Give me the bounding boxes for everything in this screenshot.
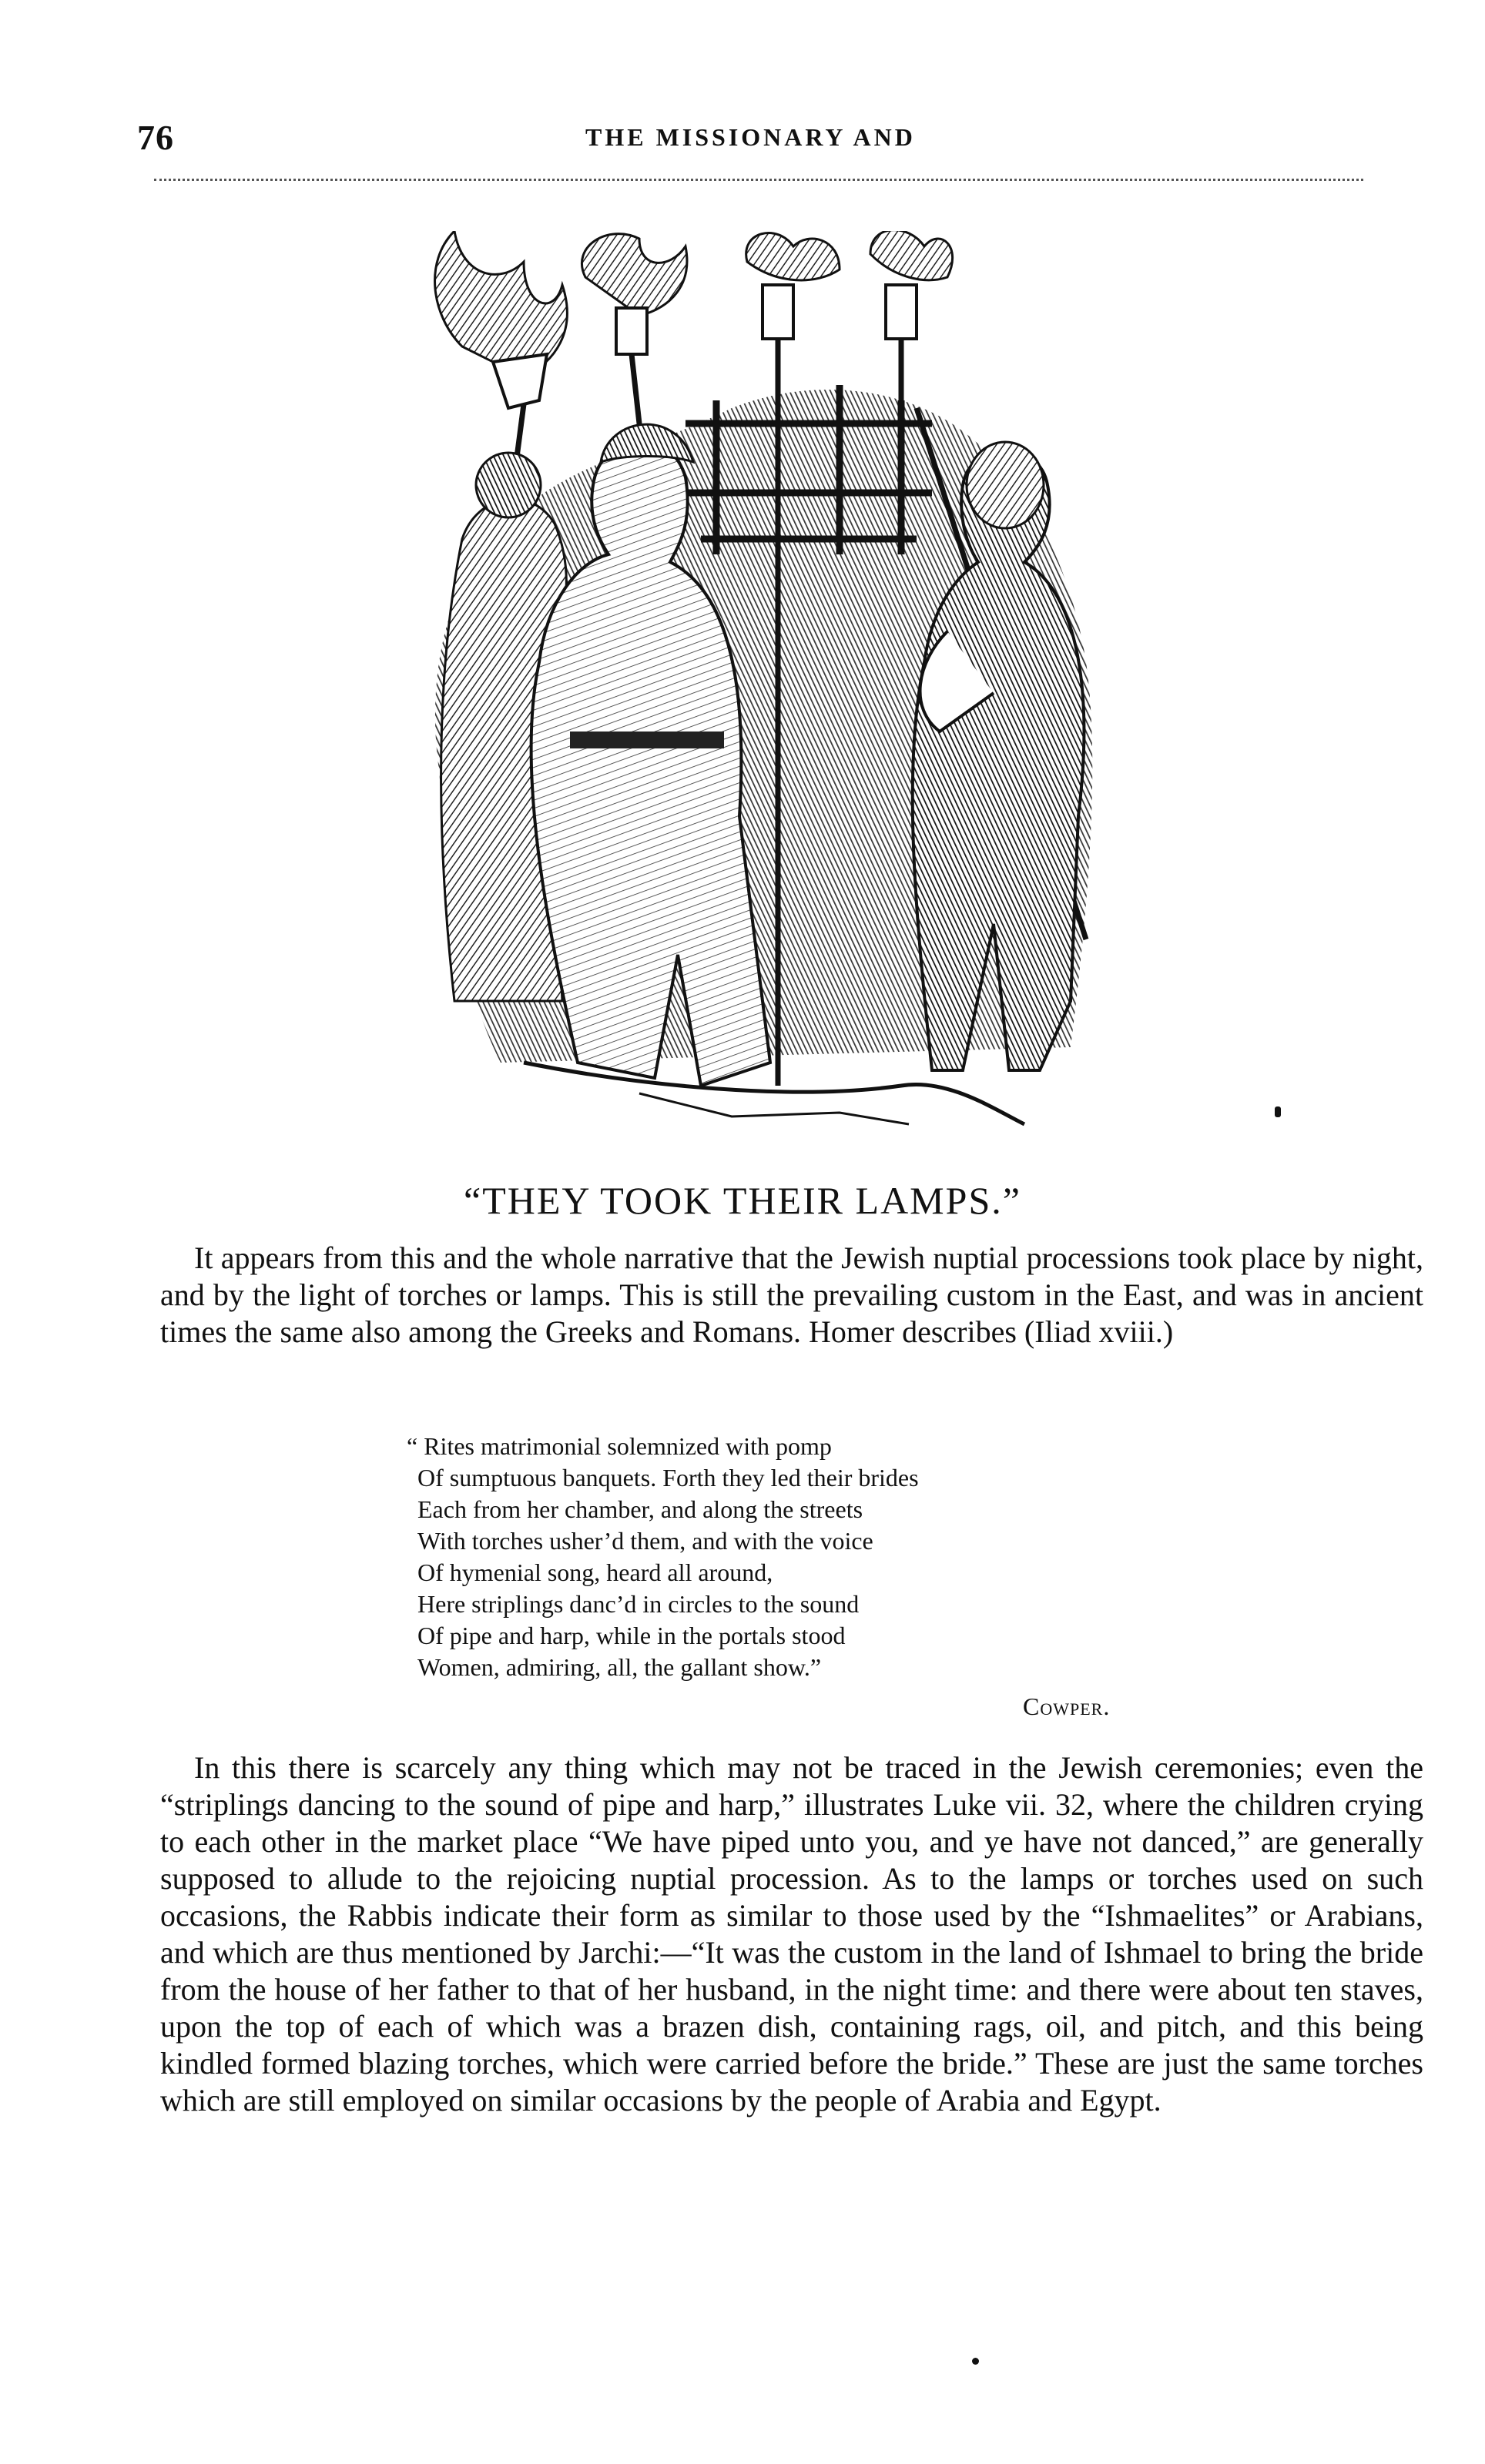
paragraph-intro: It appears from this and the whole narrative that the Jewish nuptial processions took place by night, and by the light of torches or lamps. This is still the prevailing custom in the East, and was in ancient times the same also among the Greeks and Romans. Homer describes (Iliad xviii.): [160, 1240, 1423, 1349]
stray-mark: [1275, 1106, 1281, 1117]
engraving-torch-bearers-icon: [408, 231, 1148, 1155]
verse-line: Of pipe and harp, while in the portals stood: [417, 1622, 846, 1649]
verse-line: Women, admiring, all, the gallant show.”: [417, 1653, 822, 1681]
verse-line: Each from her chamber, and along the streets: [417, 1495, 863, 1523]
running-head: THE MISSIONARY AND: [585, 123, 916, 151]
verse-line: With torches usher’d them, and with the voice: [417, 1527, 873, 1555]
header-rule: [154, 179, 1363, 186]
paragraph-commentary: In this there is scarcely any thing which may not be traced in the Jewish ceremonies; even the “striplings dancing to the sound of pipe and harp,” illustrates Luke vii. 32, where the children crying to each other in the market place “We have piped unto you, and ye have not danced,” are generally supposed to allude to the rejoicing nuptial procession. As to the lamps or torches used on such occasions, the Rabbis indicate their form as similar to those used by the “Ishmaelites” or Arabians, and which are thus mentioned by Jarchi:—“It was the custom in the land of Ishmael to bring the bride from the house of her father to that of her husband, in the night time: and there were about ten staves, upon the top of each of which was a brazen dish, containing rags, oil, and pitch, and this being kindled formed blazing torches, which were carried before the bride.” These are just the same torches which are still employed on similar occasions by the people of Arabia and Egypt.: [160, 1750, 1423, 2118]
verse-quotation: [407, 1431, 919, 1683]
stray-mark: [972, 2358, 979, 2365]
verse-line: “ Rites matrimonial solemnized with pomp: [407, 1432, 832, 1460]
page-number: 76: [137, 118, 174, 157]
verse-line: Of sumptuous banquets. Forth they led their brides: [417, 1464, 919, 1491]
illustration-caption: “THEY TOOK THEIR LAMPS.”: [464, 1179, 1021, 1222]
verse-attribution: Cowper.: [1023, 1692, 1111, 1720]
verse-line: Here striplings danc’d in circles to the sound: [417, 1590, 860, 1618]
verse-line: Of hymenial song, heard all around,: [417, 1558, 773, 1586]
